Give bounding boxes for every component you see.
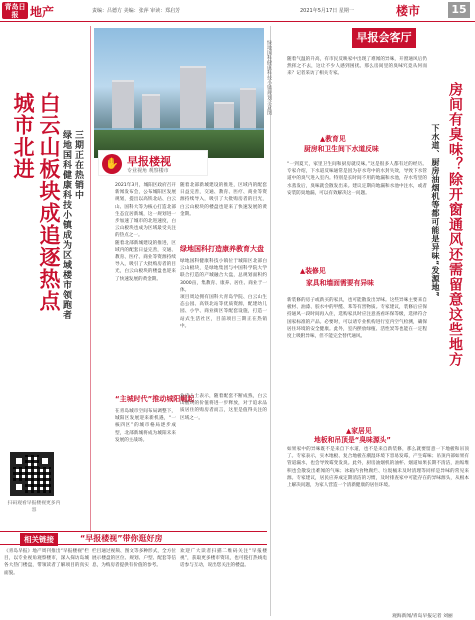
newspaper-logo: 青岛日报 [2, 2, 28, 19]
headline-line-1: 城市北进 [11, 92, 35, 180]
article-intro: 随着气温的升高，有市民反映家中出现了难闻的异味，开窗通风后仍然挥之不去，这让不少人感到困扰。那么房间里的臭味究竟从何而来？记者采访了相关专家。 [287, 57, 427, 77]
article-subtitle: 下水道、厨房油烟机等都可能是异味“发源地” [431, 124, 440, 298]
column-rule [90, 26, 91, 531]
section-heading: 厨房和卫生间下水道反味 [304, 145, 379, 153]
related-title: “早报楼视”带你逛好房 [80, 534, 163, 543]
section-tag: ▲装修见 [300, 267, 326, 275]
subheadline-1: 绿地国科健康科技小镇成为区域楼市领跑者 [61, 130, 71, 320]
section-tag: ▲家居见 [346, 427, 372, 435]
section-heading: 家具和墙面需要有异味 [306, 279, 374, 287]
column-badge-subtitle: 专业视角 观察楼市 [127, 168, 169, 174]
article-paragraph: 新装修的房子或新买的家具，也可能散发出异味。这些异味主要来自板材、油漆、胶水中的甲醛、苯等有害物质。专家建议，装修后应保持通风一段时间再入住，选购家具时应注意查看环保等级，选择符合国家标准的产品。必要时，可以请专业机构进行室内空气检测，确保居住环境的安全健康。此外，室内摆放绿植、活性炭等也能在一定程度上吸附异味，但不能完全替代通风。 [287, 298, 427, 340]
article-paragraph: 如果家中的异味既不是来自下水道，也不是来自新装修，那么就要留意一下地板和吊顶了。专家表示，实木地板、复合地板在潮湿环境下容易发霉，产生霉味；吊顶内部如果有管道漏水，也会导致霉变发臭。此外，厨房油烟机的油杯、烟道如果长期不清洁，油垢堆积也会散发出难闻的气味；冰箱内食物腐烂、垃圾桶未及时清理等同样是异味的常见来源。专家建议，居民应养成定期清洁的习惯，及时排查家中可能存在的异味源头，从根本上解决问题，为家人营造一个清新健康的居住环境。 [287, 447, 469, 489]
page-number: 15 [448, 2, 470, 18]
related-paragraph: 栏目通过视频、图文等多种形式，全方位展示楼盘的区位、规划、户型、配套等信息，为购房者提供有价值的参考。 [92, 549, 176, 569]
article-paragraph: 业内人士表示，随着配套不断成熟，白云山板块的价值将进一步释放，对于追求品质居住的购房者而言，这里是值得关注的区域之一。 [180, 394, 267, 421]
editor-credits: 责编：吕德方 美编：张萍 审读：郑启芳 [92, 8, 181, 14]
section-heading: 绿地国科打造康养教育大盘 [180, 245, 264, 253]
page-header [0, 0, 475, 22]
qr-caption: 扫码观看早报楼视更多内容 [7, 501, 61, 513]
related-label: 相关链接 [20, 533, 58, 546]
related-paragraph: 《青岛早报》地产周刊推出“早报楼视”栏目，以专业视角观察楼市，深入探访岛城各大热门楼盘，带领读者了解项目的真实面貌。 [4, 549, 89, 576]
thumbs-up-icon: ✋ [102, 154, 122, 174]
article-paragraph: 在青岛城市空间布局调整下，城阳区发展迎来新机遇，“一核四区”的城市格局逐步成型，北部新城将成为城阳未来发展的主战场。 [115, 409, 176, 443]
section-name-left: 地产 [30, 5, 55, 19]
article-byline: 观海新闻/青岛早报记者 刘丽 [392, 614, 453, 619]
column-badge-title: 早报楼视 [127, 155, 171, 168]
section-tag: ▲教育见 [320, 135, 346, 143]
issue-date: 2021年5月17日 星期一 [300, 8, 354, 14]
section-heading: “主城时代”推动城阳崛起 [115, 395, 195, 403]
headline-line-2: 白云山板块成追逐热点 [37, 92, 61, 312]
article-paragraph: 2021年3月，城阳区政府召开新闻发布会，公布城阳区发展规划，提出以高铁北站、白云山、国科大等为核心打造北部生态宜居新城，这一规划进一步加速了城市的北进速度，白云山板块也成为区域最受关注的热点之一。 随着北部新城建设的推进，区域内的配套日益完善，交通、教育、医疗、商业等资源持续导入，吸引了大批购房者的目光，白云山板块的楼盘也迎来了快速发展的黄金期。 [115, 183, 176, 282]
section-heading: 地板和吊顶是“臭味源头” [314, 436, 391, 444]
photo-caption: 绿地国科健康科技小镇规划示意图 [266, 40, 272, 115]
article-paragraph: “一到夏天，家里卫生间和厨房就反味。”这是很多人都有过的经历。专家介绍，下水道反味通常是因为存水弯中的水封失效，导致下水管道中的臭气进入室内。特别是长时间不用的地漏和水池，存水弯里的水蒸发后，臭味就会散发出来。建议定期向地漏和水池中注水，或者安装防臭地漏，可以有效解决这一问题。 [287, 162, 427, 196]
related-paragraph: 欢迎广大读者扫描二维码关注“早报楼视”，获取更多楼市资讯，也可拨打热线电话参与互动，说出您关注的楼盘。 [180, 549, 267, 569]
section-name-right: 楼市 [396, 4, 421, 18]
article-title: 房间有臭味？除开窗通风还需留意这些地方 [447, 82, 463, 367]
qr-code[interactable] [10, 452, 54, 496]
related-link-banner [0, 531, 267, 545]
column-brand: 早报会客厅 [352, 28, 416, 48]
project-rendering-photo [94, 28, 264, 158]
article-paragraph: 随着北部新城建设的推进，区域内的配套日益完善，交通、教育、医疗、商业等资源持续导入，吸引了大批购房者的目光，白云山板块的楼盘也迎来了快速发展的黄金期。 [180, 183, 267, 217]
subheadline-2: 三期正在热销中 [73, 130, 83, 200]
column-badge [98, 150, 208, 176]
article-paragraph: 绿地国科健康科技小镇位于城阳区北部白云山板块，是绿地集团与中国科学院大学联合打造的产城融合大盘，总规划面积约3000亩，集教育、康养、居住、商业于一体。 项目周边拥有国科大青岛学院、白云山生态公园、高铁北站等优质资源，配建幼儿园、小学、商业街区等配套设施，打造一站式生活社区，目前项目三期正在热销中。 [180, 259, 267, 329]
